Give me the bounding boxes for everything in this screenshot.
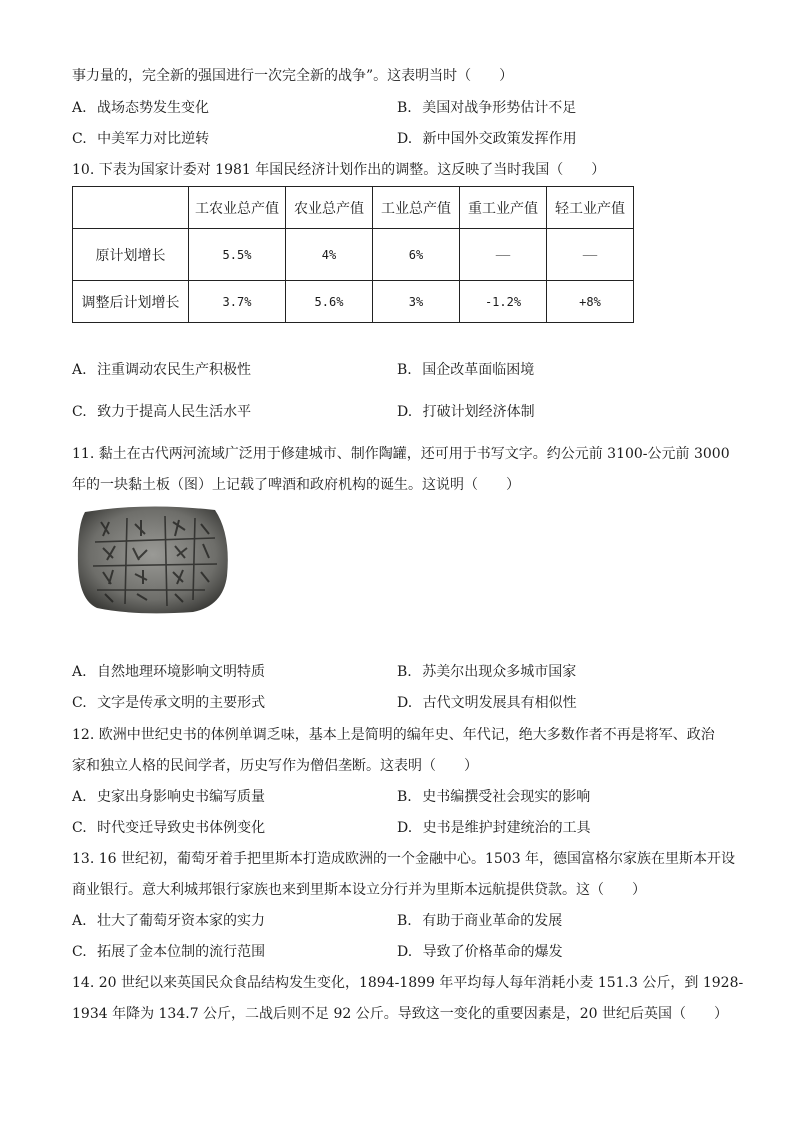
option-label: C. [72,131,87,147]
q12-stem-line-2: 家和独立人格的民间学者，历史写作为僧侣垄断。这表明（ ） [72,758,478,774]
option-label: D. [397,404,413,420]
option-label: D. [397,695,413,711]
q10-plan-table [72,186,634,323]
table-cell: 4% [286,229,373,281]
option-text: 史书编撰受社会现实的影响 [422,789,591,805]
option-label: D. [397,944,413,960]
option-label: B. [397,789,412,805]
q10-stem: 10. 下表为国家计委对 1981 年国民经济计划作出的调整。这反映了当时我国（ ） [72,162,606,178]
table-cell: 6% [373,229,460,281]
option-text: 有助于商业革命的发展 [422,913,563,929]
clay-tablet-image [75,504,230,614]
q14-stem-line-1: 14. 20 世纪以来英国民众食品结构发生变化，1894-1899 年平均每人每年消耗小麦 151.3 公斤，到 1928- [72,975,744,991]
q10-option-d[interactable] [397,402,535,422]
option-text: 壮大了葡萄牙资本家的实力 [97,913,266,929]
table-cell: 3.7% [189,281,286,323]
table-row [73,281,634,323]
option-text: 自然地理环境影响文明特质 [97,664,266,680]
option-label: C. [72,695,87,711]
option-text: 国企改革面临困境 [422,362,535,378]
q11-option-d[interactable] [397,693,577,713]
q13-option-d[interactable] [397,942,563,962]
q12-option-a[interactable] [72,787,265,807]
option-text: 致力于提高人民生活水平 [97,404,252,420]
q12-option-c[interactable] [72,818,265,838]
option-text: 拓展了金本位制的流行范围 [97,944,266,960]
option-label: D. [397,131,413,147]
table-cell: 5.6% [286,281,373,323]
q9-option-d[interactable] [397,129,577,149]
option-label: C. [72,820,87,836]
q11-option-b[interactable] [397,662,576,682]
table-header-cell [73,187,189,229]
q9-option-c[interactable] [72,129,209,149]
option-text: 时代变迁导致史书体例变化 [97,820,266,836]
option-label: B. [397,913,412,929]
table-header-cell: 工农业总产值 [189,187,286,229]
q10-option-a[interactable] [72,360,251,380]
q10-option-c[interactable] [72,402,251,422]
q13-stem-line-1: 13. 16 世纪初，葡萄牙着手把里斯本打造成欧洲的一个金融中心。1503 年，德国富格尔家族在里斯本开设 [72,851,736,867]
option-text: 古代文明发展具有相似性 [422,695,577,711]
option-text: 注重调动农民生产积极性 [97,362,252,378]
q9-option-b[interactable] [397,98,576,118]
option-label: A. [72,913,87,929]
option-text: 史书是维护封建统治的工具 [422,820,591,836]
table-header-cell: 轻工业产值 [547,187,634,229]
option-label: A. [72,100,87,116]
q9-option-a[interactable] [72,98,209,118]
q12-stem-line-1: 12. 欧洲中世纪史书的体例单调乏味，基本上是简明的编年史、年代记，绝大多数作者不再是将军、政治 [72,727,715,743]
q11-stem-line-1: 11. 黏土在古代两河流域广泛用于修建城市、制作陶罐，还可用于书写文字。约公元前 3100-公元前 3000 [72,446,730,462]
option-text: 文字是传承文明的主要形式 [97,695,266,711]
option-label: A. [72,664,87,680]
q9-stem-tail: 事力量的，完全新的强国进行一次完全新的战争”。这表明当时（ ） [72,68,514,84]
q13-option-c[interactable] [72,942,265,962]
option-label: C. [72,944,87,960]
option-text: 中美军力对比逆转 [97,131,210,147]
table-row-label: 调整后计划增长 [73,281,189,323]
table-header-cell: 工业总产值 [373,187,460,229]
option-label: C. [72,404,87,420]
table-header-row [73,187,634,229]
q11-option-c[interactable] [72,693,265,713]
q11-option-a[interactable] [72,662,265,682]
option-text: 新中国外交政策发挥作用 [422,131,577,147]
option-label: A. [72,789,87,805]
option-label: A. [72,362,87,378]
option-text: 美国对战争形势估计不足 [422,100,577,116]
table-cell: -1.2% [460,281,547,323]
table-header-cell: 重工业产值 [460,187,547,229]
q12-option-b[interactable] [397,787,590,807]
q10-option-b[interactable] [397,360,534,380]
q11-stem-line-2: 年的一块黏土板（图）上记载了啤酒和政府机构的诞生。这说明（ ） [72,477,520,493]
q13-option-b[interactable] [397,911,562,931]
option-text: 苏美尔出现众多城市国家 [422,664,577,680]
option-label: B. [397,664,412,680]
q13-option-a[interactable] [72,911,265,931]
table-cell: 3% [373,281,460,323]
option-text: 战场态势发生变化 [97,100,210,116]
option-label: B. [397,100,412,116]
table-cell: 5.5% [189,229,286,281]
option-text: 导致了价格革命的爆发 [422,944,563,960]
table-row-label: 原计划增长 [73,229,189,281]
option-label: D. [397,820,413,836]
table-row [73,229,634,281]
table-header-cell: 农业总产值 [286,187,373,229]
q13-stem-line-2: 商业银行。意大利城邦银行家族也来到里斯本设立分行并为里斯本远航提供贷款。这（ ） [72,882,646,898]
option-text: 史家出身影响史书编写质量 [97,789,266,805]
table-cell: +8% [547,281,634,323]
option-label: B. [397,362,412,378]
q12-option-d[interactable] [397,818,591,838]
table-cell: —— [547,229,634,281]
table-cell: —— [460,229,547,281]
option-text: 打破计划经济体制 [422,404,535,420]
q14-stem-line-2: 1934 年降为 134.7 公斤，二战后则不足 92 公斤。导致这一变化的重要因素是，20 世纪后英国（ ） [72,1006,729,1022]
